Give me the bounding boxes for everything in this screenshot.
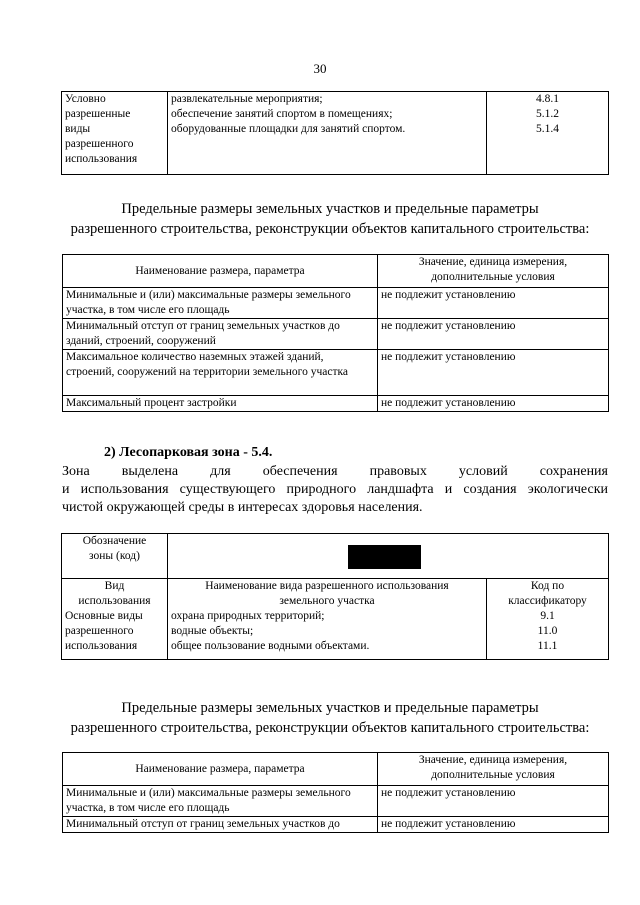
header-name: Наименование размера, параметра	[63, 255, 378, 288]
table-row	[63, 817, 609, 833]
param-name: Минимальный отступ от границ земельных участков до зданий, строений, сооружений	[63, 319, 378, 350]
conditional-uses-table	[61, 91, 609, 175]
zone-title: 2) Лесопарковая зона - 5.4.	[104, 445, 273, 460]
param-name: Максимальный процент застройки	[63, 396, 378, 412]
param-name: Минимальные и (или) максимальные размеры земельного участка, в том числе его площадь	[63, 288, 378, 319]
use-codes-cell: 4.8.1 5.1.2 5.1.4	[487, 92, 609, 175]
param-value: не подлежит установлению	[378, 786, 609, 817]
page-number: 30	[313, 61, 327, 76]
redacted-zone-code	[348, 545, 421, 569]
table-row	[63, 786, 609, 817]
param-value: не подлежит установлению	[378, 817, 609, 833]
table-row	[62, 534, 609, 579]
col-header-use-name: Наименование вида разрешенного использования земельного участка	[168, 579, 487, 610]
table-row	[62, 609, 609, 660]
param-name: Максимальное количество наземных этажей зданий, строений, сооружений на территории земельного участка	[63, 350, 378, 396]
table-row	[62, 92, 609, 175]
limits-table-1	[62, 254, 609, 412]
limits-table-2	[62, 752, 609, 833]
param-value: не подлежит установлению	[378, 350, 609, 396]
use-type-label: Условно разрешенные виды разрешенного использования	[62, 92, 168, 175]
zone-description: Зона выделена для обеспечения правовых условий сохранения и использования существующего природного ландшафта и создания экологически чистой окружающей среды в интересах здоровья населения.	[62, 464, 608, 515]
param-value: не подлежит установлению	[378, 288, 609, 319]
limits-heading-1: Предельные размеры земельных участков и предельные параметры разрешенного строительства, реконструкции объектов капитального строительства:	[70, 201, 590, 237]
main-use-names: охрана природных территорий; водные объекты; общее пользование водными объектами.	[168, 609, 487, 660]
table-header-row	[63, 753, 609, 786]
table-header-row	[63, 255, 609, 288]
zone-table	[61, 533, 609, 660]
table-row	[63, 396, 609, 412]
header-value: Значение, единица измерения, дополнительные условия	[378, 255, 609, 288]
use-names-cell: развлекательные мероприятия; обеспечение занятий спортом в помещениях; оборудованные площадки для занятий спортом.	[168, 92, 487, 175]
col-header-use-type: Вид использования	[62, 579, 168, 610]
param-name: Минимальные и (или) максимальные размеры земельного участка, в том числе его площадь	[63, 786, 378, 817]
limits-heading-2: Предельные размеры земельных участков и предельные параметры разрешенного строительства, реконструкции объектов капитального строительства:	[70, 700, 590, 736]
table-row	[63, 319, 609, 350]
main-use-codes: 9.1 11.0 11.1	[487, 609, 609, 660]
main-use-label: Основные виды разрешенного использования	[62, 609, 168, 660]
col-header-code: Код по классификатору	[487, 579, 609, 610]
param-value: не подлежит установлению	[378, 396, 609, 412]
table-header-row	[62, 579, 609, 610]
header-name: Наименование размера, параметра	[63, 753, 378, 786]
header-value: Значение, единица измерения, дополнительные условия	[378, 753, 609, 786]
param-value: не подлежит установлению	[378, 319, 609, 350]
table-row	[63, 288, 609, 319]
param-name: Минимальный отступ от границ земельных участков до	[63, 817, 378, 833]
zone-code-label: Обозначение зоны (код)	[62, 534, 168, 579]
table-row	[63, 350, 609, 396]
